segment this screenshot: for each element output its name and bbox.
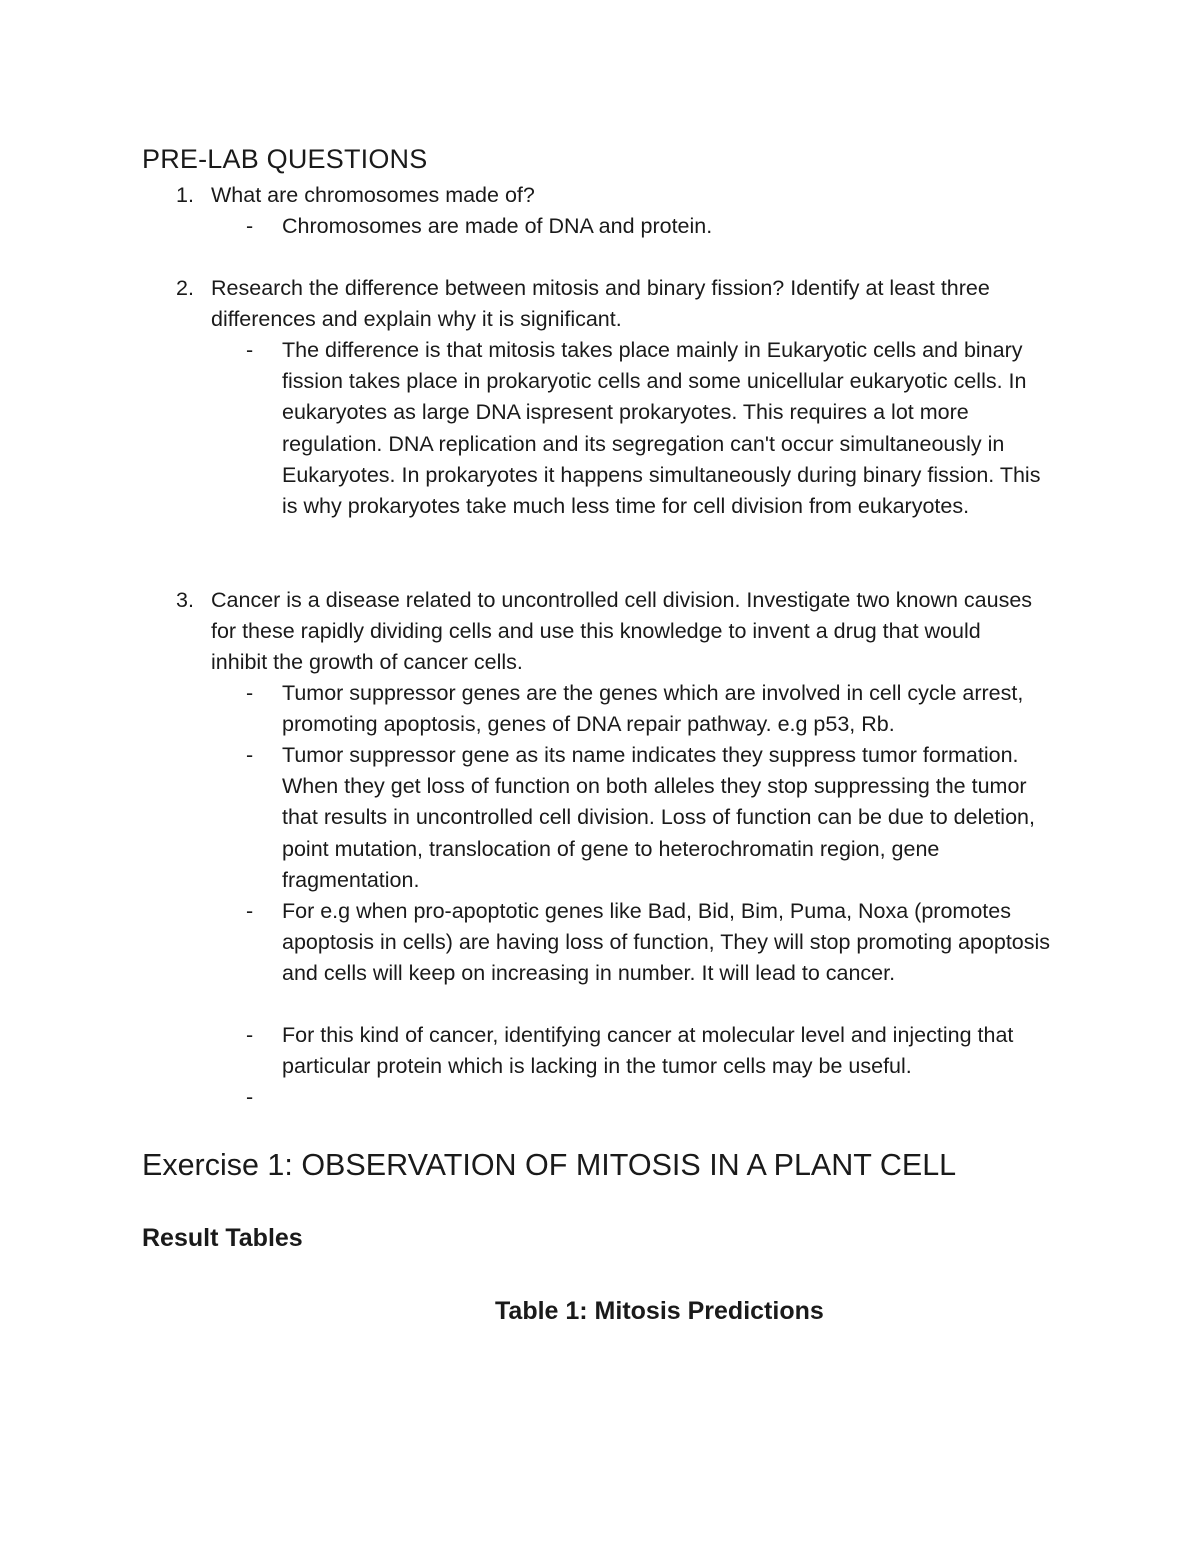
- question-2-answer-1-dash: -: [246, 338, 254, 362]
- question-1-answer-1-dash: -: [246, 214, 254, 238]
- question-3-answer-5-dash: -: [246, 1085, 254, 1109]
- question-1-number: 1.: [176, 183, 194, 207]
- result-tables-heading: Result Tables: [142, 1224, 303, 1252]
- question-1-text: What are chromosomes made of?: [211, 183, 535, 207]
- question-3-answer-3-dash: -: [246, 899, 254, 923]
- question-3-text: Cancer is a disease related to uncontrolled cell division. Investigate two known causes for these rapidly dividing cells and use this knowledge to invent a drug that would inhibit the growth of cancer cells.: [211, 588, 1033, 675]
- question-2-answer-1: The difference is that mitosis takes place mainly in Eukaryotic cells and binary fission takes place in prokaryotic cells and some unicellular eukaryotic cells. In eukaryotes as large DNA ispresent prokaryotes. This requires a lot more regulation. DNA replication and its segregation can't occur simultaneously in Eukaryotes. In prokaryotes it happens simultaneously during binary fission. This is why prokaryotes take much less time for cell division from eukaryotes.: [282, 338, 1041, 519]
- question-3-answer-2-dash: -: [246, 743, 254, 767]
- question-2-text: Research the difference between mitosis and binary fission? Identify at least three differences and explain why it is significant.: [211, 276, 990, 332]
- question-1-answer-1: Chromosomes are made of DNA and protein.: [282, 214, 713, 238]
- question-3-answer-4: For this kind of cancer, identifying cancer at molecular level and injecting that particular protein which is lacking in the tumor cells may be useful.: [282, 1023, 1014, 1079]
- exercise-title: Exercise 1: OBSERVATION OF MITOSIS IN A PLANT CELL: [142, 1148, 957, 1182]
- question-3-number: 3.: [176, 588, 194, 612]
- question-3-answer-2: Tumor suppressor gene as its name indicates they suppress tumor formation. When they get loss of function on both alleles they stop suppressing the tumor that results in uncontrolled cell division. Loss of function can be due to deletion, point mutation, translocation of gene to heterochromatin region, gene fragmentation.: [282, 743, 1035, 892]
- table-1-title: Table 1: Mitosis Predictions: [495, 1297, 824, 1325]
- question-2-number: 2.: [176, 276, 194, 300]
- question-3-answer-4-dash: -: [246, 1023, 254, 1047]
- prelab-heading: PRE-LAB QUESTIONS: [142, 144, 428, 174]
- question-3-answer-3: For e.g when pro-apoptotic genes like Bad, Bid, Bim, Puma, Noxa (promotes apoptosis in cells) are having loss of function, They will stop promoting apoptosis and cells will keep on increasing in number. It will lead to cancer.: [282, 899, 1051, 986]
- question-3-answer-1: Tumor suppressor genes are the genes which are involved in cell cycle arrest, promoting apoptosis, genes of DNA repair pathway. e.g p53, Rb.: [282, 681, 1024, 737]
- question-3-answer-1-dash: -: [246, 681, 254, 705]
